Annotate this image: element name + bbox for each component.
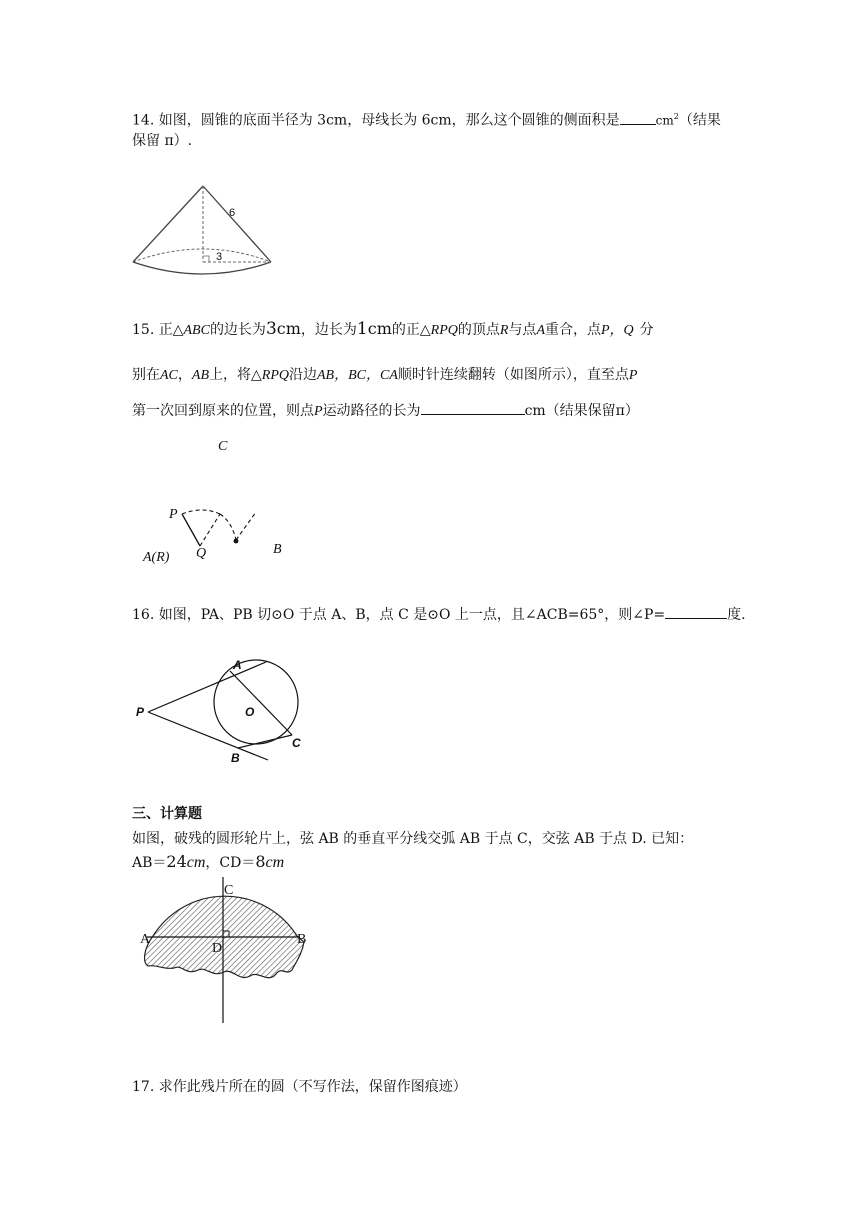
s3-ab-eq: AB＝: [132, 855, 167, 871]
q14-unit-sup: 2: [673, 112, 679, 121]
q15-cm1: cm: [276, 319, 301, 338]
fig3-label-d: D: [212, 941, 223, 956]
q15-t16: cm（结果保留π）: [524, 403, 639, 419]
q15-t1: 15. 正△: [132, 322, 184, 338]
q17-line: 17. 求作此残片所在的圆（不写作法，保留作图痕迹）: [132, 1079, 467, 1095]
q15-len1: 3: [265, 319, 277, 339]
q15-line3: [132, 400, 732, 423]
section3-line2: [132, 851, 732, 874]
q15-t15: 运动路径的长为: [322, 403, 421, 419]
fig15-label-q: Q: [196, 546, 207, 561]
q16-line: [132, 604, 746, 626]
fig15-label-p: P: [169, 507, 178, 522]
q15-t6: 与点: [508, 322, 537, 338]
fig3-label-a: A: [140, 932, 151, 947]
q16-text-b: 度.: [727, 607, 746, 623]
q15-answer-blank[interactable]: [421, 400, 525, 415]
q15-t3: ，边长为: [300, 322, 357, 338]
q15-t2: 的边长为: [209, 322, 266, 338]
fig16-label-b: B: [231, 751, 240, 765]
q14-text-b: （结果: [678, 112, 721, 129]
q15-abc: ABC: [183, 323, 210, 338]
q14-line1: [132, 106, 732, 132]
section3-heading: 三、计算题: [132, 806, 202, 822]
q15-t14: 第一次回到原来的位置，则点: [132, 403, 314, 419]
fig15-label-ar: A(R): [143, 550, 170, 565]
q14-answer-blank[interactable]: [620, 110, 656, 125]
q15-cm2: cm: [367, 319, 392, 338]
fig16-label-a: A: [233, 658, 242, 672]
cone-figure: [125, 180, 285, 280]
fig3-label-b: B: [297, 932, 307, 947]
fig15-label-c: C: [218, 439, 228, 454]
q15-t9: 别在: [132, 367, 160, 383]
s3-ab-val: 24: [166, 852, 187, 871]
q15-line2: [132, 364, 732, 387]
q15-edges: AB，BC，CA: [317, 368, 398, 383]
q15-a: A: [536, 323, 545, 338]
s3-cd-val: 8: [255, 852, 266, 871]
q14-unit: cm: [655, 113, 674, 128]
q15-rpq: RPQ: [430, 323, 458, 338]
q15-r: R: [499, 323, 509, 338]
rolling-triangle-figure: [140, 430, 300, 570]
q15-t10: ，: [177, 367, 192, 383]
q15-p2: P: [314, 404, 323, 419]
tangent-circle-figure: [132, 652, 312, 772]
q15-t8: 分: [639, 322, 654, 338]
q16-answer-blank[interactable]: [665, 604, 727, 619]
q15-pq: P，Q: [601, 323, 634, 338]
fig15-label-b: B: [273, 542, 282, 557]
cone-slant-label: 6: [229, 207, 236, 219]
s3-cd-unit: cm: [265, 854, 285, 871]
q15-t4: 的正△: [391, 322, 431, 338]
q15-t7: 重合，点: [545, 322, 601, 338]
cone-radius-label: 3: [216, 251, 223, 263]
q15-t12: 沿边: [289, 367, 317, 383]
q15-p: P: [628, 368, 638, 383]
section3-line1: 如图，破残的圆形轮片上，弦 AB 的垂直平分线交弧 AB 于点 C，交弦 AB 于点 D. 已知：: [132, 831, 694, 847]
broken-wheel-figure: [132, 872, 332, 1032]
q15-t13: 顺时针连续翻转（如图所示），直至点: [397, 367, 629, 383]
q15-t11: 上，将△: [209, 367, 262, 383]
q15-rpq2: RPQ: [261, 368, 289, 383]
fig16-label-o: O: [245, 705, 255, 719]
q15-t5: 的顶点: [457, 322, 500, 338]
fig16-label-c: C: [292, 736, 301, 750]
s3-cd-eq: ，CD＝: [205, 855, 256, 871]
q15-len2: 1: [356, 319, 368, 339]
fig3-label-c: C: [224, 883, 234, 898]
s3-ab-unit: cm: [186, 854, 206, 871]
q14-line2: 保留 π）.: [132, 133, 193, 149]
q15-ab: AB: [191, 368, 209, 383]
q16-text-a: 16. 如图，PA、PB 切⊙O 于点 A、B，点 C 是⊙O 上一点，且∠ACB=65°，则∠P=: [132, 607, 666, 623]
fig16-label-p: P: [136, 705, 145, 719]
q15-ac: AC: [160, 368, 178, 383]
q15-line1: [132, 318, 732, 342]
q14-text-a: 14. 如图，圆锥的底面半径为 3cm，母线长为 6cm，那么这个圆锥的侧面积是: [132, 112, 620, 129]
